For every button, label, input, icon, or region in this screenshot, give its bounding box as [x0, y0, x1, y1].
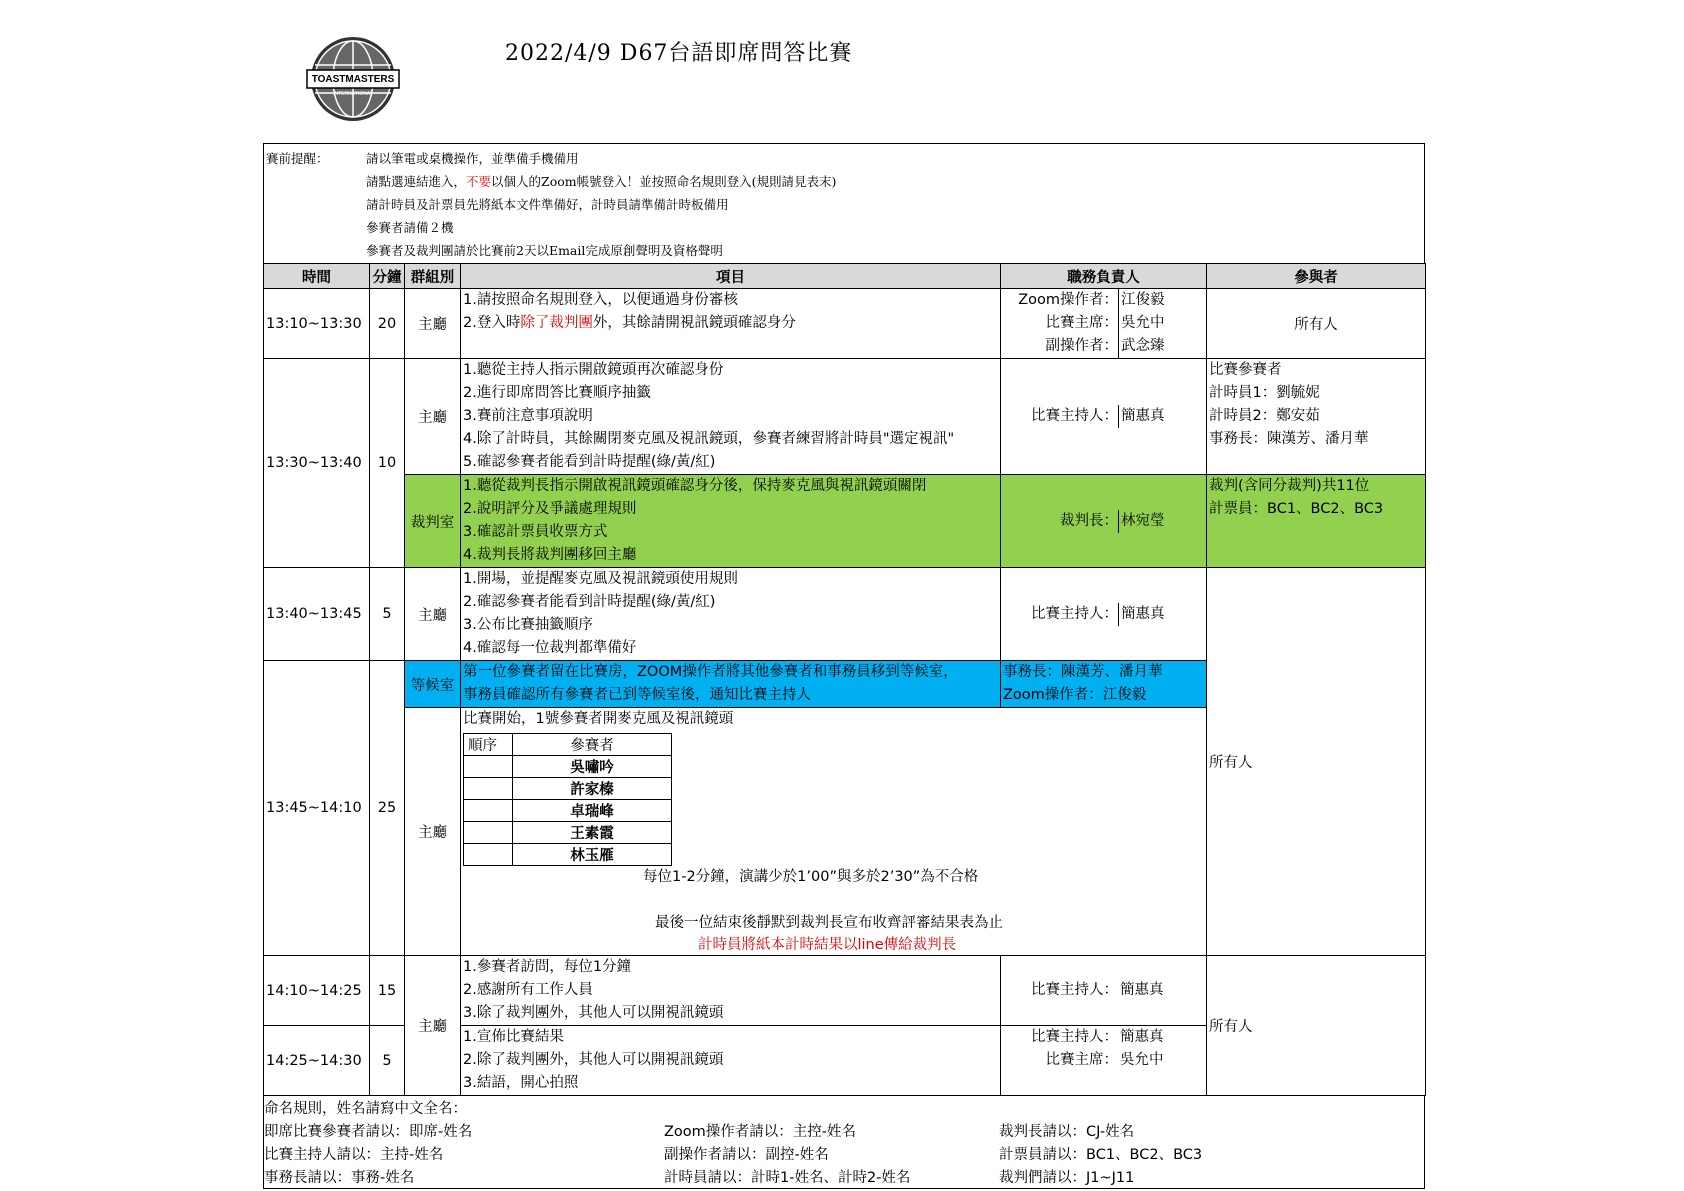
schedule-table	[263, 263, 1426, 1096]
participants-cell: 所有人	[1207, 568, 1426, 956]
item-cell: 1.參賽者訪問，每位1分鐘 2.感謝所有工作人員 3.除了裁判團外，其他人可以開視訊鏡頭	[461, 956, 1001, 1026]
page-title: 2022/4/9 D67台語即席問答比賽	[505, 41, 853, 66]
time-cell: 14:10~14:25	[264, 956, 370, 1026]
naming-rule: Zoom操作者請以：主控-姓名	[664, 1124, 857, 1140]
time-cell: 13:45~14:10	[264, 661, 370, 956]
contestant-header: 參賽者	[513, 734, 672, 756]
item-cell: 1.宣佈比賽結果 2.除了裁判團外，其他人可以開視訊鏡頭 3.結語，開心拍照	[461, 1026, 1001, 1096]
minutes-cell: 5	[370, 568, 405, 661]
item-cell: 1.開場，並提醒麥克風及視訊鏡頭使用規則 2.確認參賽者能看到計時提醒(綠/黃/紅) 3.公布比賽抽籤順序 4.確認每一位裁判都準備好	[461, 568, 1001, 661]
note-item: 請以筆電或桌機操作，並準備手機備用	[366, 150, 579, 166]
naming-rule: 計時員請以：計時1-姓名、計時2-姓名	[664, 1170, 911, 1186]
order-header: 順序	[464, 734, 513, 756]
contestant-name: 王素霞	[513, 822, 672, 844]
item-cell: 1.聽從裁判長指示開啟視訊鏡頭確認身分後，保持麥克風與視訊鏡頭關閉 2.說明評分及爭議處理規則 3.確認計票員收票方式 4.裁判長將裁判團移回主廳	[461, 475, 1001, 568]
contestant-name: 卓瑞峰	[513, 800, 672, 822]
naming-rule: 副操作者請以：副控-姓名	[664, 1147, 829, 1163]
time-cell: 13:30~13:40	[264, 359, 370, 568]
col-header-role: 職務負責人	[1001, 264, 1207, 289]
minutes-cell: 20	[370, 289, 405, 359]
note-item: 請計時員及計票員先將紙本文件準備好，計時員請準備計時板備用	[366, 196, 729, 212]
contestant-order-table	[463, 733, 672, 866]
role-cell: 裁判長： 林宛瑩	[1001, 475, 1207, 568]
participants-cell: 所有人	[1207, 289, 1426, 359]
col-header-group: 群組別	[405, 264, 461, 289]
group-cell: 主廳	[405, 359, 461, 475]
group-cell: 主廳	[405, 956, 461, 1096]
group-cell: 等候室	[405, 661, 461, 708]
role-cell: Zoom操作者： 江俊毅 比賽主席： 吳允中 副操作者： 武念臻	[1001, 289, 1207, 359]
group-cell: 主廳	[405, 568, 461, 661]
timing-rule: 每位1-2分鐘，演講少於1’00”與多於2’30”為不合格	[643, 869, 979, 885]
minutes-cell: 25	[370, 661, 405, 956]
pre-event-notes	[263, 143, 1425, 263]
timer-rule: 計時員將紙本計時結果以line傳給裁判長	[698, 937, 957, 953]
table-row	[264, 568, 1426, 661]
col-header-minutes: 分鐘	[370, 264, 405, 289]
col-header-participants: 參與者	[1207, 264, 1426, 289]
naming-rule: 即席比賽參賽者請以：即席-姓名	[264, 1124, 473, 1140]
time-cell: 13:10~13:30	[264, 289, 370, 359]
table-header-row	[264, 264, 1426, 289]
schedule-sheet	[263, 143, 1425, 1189]
group-cell: 主廳	[405, 708, 461, 956]
minutes-cell: 15	[370, 956, 405, 1026]
group-cell: 主廳	[405, 289, 461, 359]
minutes-cell: 10	[370, 359, 405, 568]
item-cell: 第一位參賽者留在比賽房，ZOOM操作者將其他參賽者和事務員移到等候室， 事務員確認所有參賽者已到等候室後，通知比賽主持人	[461, 661, 1001, 708]
table-row	[264, 475, 1426, 568]
contestant-name: 林玉雁	[513, 844, 672, 866]
table-row	[264, 956, 1426, 1026]
contestant-name: 吳嘯吟	[513, 756, 672, 778]
note-item: 請點選連結進入，不要以個人的Zoom帳號登入！並按照命名規則登入(規則請見表末)	[366, 173, 837, 189]
contestant-name: 許家榛	[513, 778, 672, 800]
col-header-time: 時間	[264, 264, 370, 289]
notes-label: 賽前提醒：	[266, 150, 329, 166]
naming-rule: 裁判們請以：J1~J11	[999, 1170, 1135, 1186]
logo-text-top: TOASTMASTERS	[311, 74, 395, 85]
toastmasters-logo	[303, 35, 403, 123]
table-row	[264, 289, 1426, 359]
participants-cell: 裁判(含同分裁判)共11位 計票員：BC1、BC2、BC3	[1207, 475, 1426, 568]
logo-text-bottom: INTERNATIONAL	[333, 91, 373, 97]
participants-cell: 比賽參賽者 計時員1：劉毓妮 計時員2：鄭安茹 事務長：陳漢芳、潘月華	[1207, 359, 1426, 475]
naming-rule: 比賽主持人請以：主持-姓名	[264, 1147, 444, 1163]
item-cell: 1.請按照命名規則登入，以便通過身份審核 2.登入時除了裁判團外，其餘請開視訊鏡頭確認身分	[461, 289, 1001, 359]
participants-cell: 所有人	[1207, 956, 1426, 1096]
note-item: 參賽者及裁判團請於比賽前2天以Email完成原創聲明及資格聲明	[366, 242, 723, 258]
table-row	[264, 359, 1426, 475]
item-cell: 比賽開始，1號參賽者開麥克風及視訊鏡頭 順序 參賽者 吳嘯吟 許家榛 卓瑞峰 王素霞 林玉雁 每位1-2分鐘，演講少於1’00”與多於2’30”為不合格 最後一位結束後靜默到裁判長宣布收齊評審結果表為止 計時員將紙本計時結果以line傳給裁判長	[461, 708, 1207, 956]
naming-rule: 計票員請以：BC1、BC2、BC3	[999, 1147, 1203, 1163]
role-cell: 比賽主持人： 簡惠真	[1001, 359, 1207, 475]
role-cell: 比賽主持人： 簡惠真	[1001, 568, 1207, 661]
col-header-item: 項目	[461, 264, 1001, 289]
naming-rule: 事務長請以：事務-姓名	[264, 1170, 415, 1186]
group-cell: 裁判室	[405, 475, 461, 568]
naming-rules	[263, 1096, 1425, 1189]
naming-rules-heading: 命名規則，姓名請寫中文全名：	[264, 1101, 467, 1117]
minutes-cell: 5	[370, 1026, 405, 1096]
item-cell: 1.聽從主持人指示開啟鏡頭再次確認身份 2.進行即席問答比賽順序抽籤 3.賽前注意事項說明 4.除了計時員，其餘關閉麥克風及視訊鏡頭，參賽者練習將計時員"選定視訊" 5.確認參賽者能看到計時提醒(綠/黃/紅)	[461, 359, 1001, 475]
time-cell: 14:25~14:30	[264, 1026, 370, 1096]
note-item: 參賽者請備２機	[366, 219, 454, 235]
role-cell: 事務長：陳漢芳、潘月華 Zoom操作者：江俊毅	[1001, 661, 1207, 708]
role-cell: 比賽主持人： 簡惠真	[1001, 956, 1207, 1026]
silence-rule: 最後一位結束後靜默到裁判長宣布收齊評審結果表為止	[655, 915, 1003, 931]
role-cell: 比賽主持人： 簡惠真 比賽主席： 吳允中	[1001, 1026, 1207, 1096]
naming-rule: 裁判長請以：CJ-姓名	[999, 1124, 1135, 1140]
time-cell: 13:40~13:45	[264, 568, 370, 661]
